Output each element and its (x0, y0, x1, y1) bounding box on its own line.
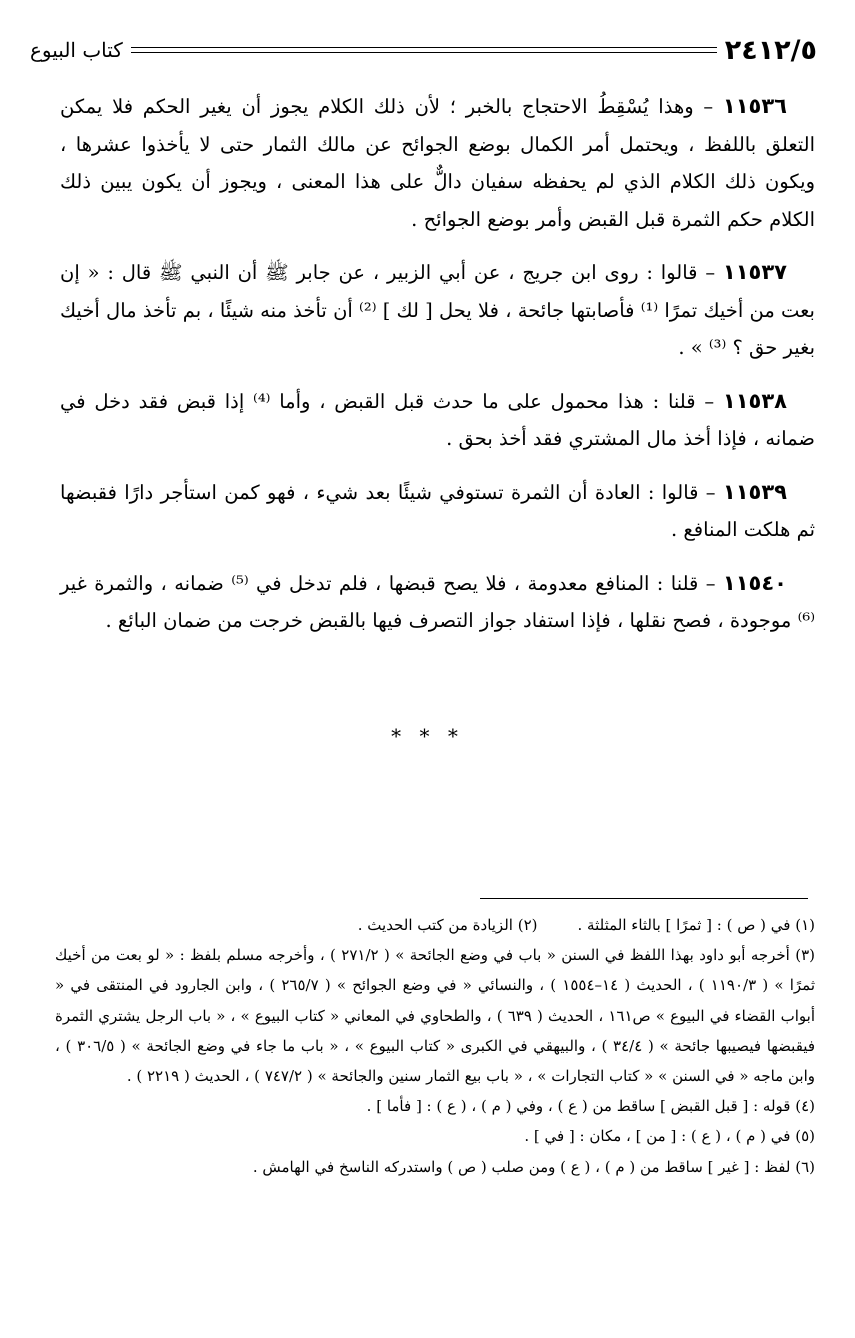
paragraph-text: – قالوا : روى ابن جريج ، عن أبي الزبير ، عن جابر ﷺ أن النبي ﷺ قال : « إن بعت من أخيك تمرًا ⁽¹⁾ فأصابتها جائحة ، فلا يحل [ لك ] ⁽²⁾ أن تأخذ منه شيئًا ، بم تأخذ مال أخيك بغير حق ؟ ⁽³⁾ » . (60, 261, 815, 359)
paragraph-text: – قلنا : المنافع معدومة ، فلا يصح قبضها ، فلم تدخل في ⁽⁵⁾ ضمانه ، والثمرة غير ⁽⁶⁾ موجودة ، فصح نقلها ، فإذا استفاد جواز التصرف فيها بالقبض خرجت من ضمان البائع . (60, 571, 815, 632)
paragraph (60, 565, 815, 640)
footnote-4: (٤) قوله : [ قبل القبض ] ساقط من ( ع ) ، وفي ( م ) ، ( ع ) : [ فأما ] . (366, 1097, 815, 1116)
page-header (30, 28, 817, 72)
paragraph-text: – وهذا يُسْقِطُ الاحتجاج بالخبر ؛ لأن ذلك الكلام يجوز أن يغير الحكم فلا يمكن التعلق باللفظ ، ويحتمل أمر الكمال بوضع الجوائح عن مالك الثمار حتى لا يأخذوا عشرها ، ويكون ذلك الكلام الذي لم يحفظه سفيان دالٌّ على هذا المعنى ، ويجوز أن يكون يبين ذلك الكلام حكم الثمرة قبل القبض وأمر بوضع الجوائح . (60, 95, 815, 231)
paragraph-number: ١١٥٤٠ (722, 570, 787, 595)
paragraph-text: – قلنا : هذا محمول على ما حدث قبل القبض ، وأما ⁽⁴⁾ إذا قبض فقد دخل في ضمانه ، فإذا أخذ مال المشتري فقد أخذ بحق . (60, 389, 815, 450)
footnote-5: (٥) في ( م ) ، ( ع ) : [ من ] ، مكان : [ في ] . (524, 1127, 815, 1146)
main-text (60, 88, 815, 656)
paragraph (60, 88, 815, 238)
footnotes (55, 910, 815, 1182)
header-rule (131, 47, 717, 53)
paragraph-number: ١١٥٣٩ (722, 479, 787, 504)
paragraph-number: ١١٥٣٧ (722, 260, 787, 284)
page-number: ٢٤١٢/٥ (724, 34, 817, 66)
paragraph-number: ١١٥٣٦ (722, 94, 787, 118)
footnote-6: (٦) لفظ : [ غير ] ساقط من ( م ) ، ( ع ) ومن صلب ( ص ) واستدركه الناسخ في الهامش . (252, 1157, 815, 1176)
book-title: كتاب البيوع (30, 38, 123, 62)
footnote-1: (١) في ( ص ) : [ ثمرًا ] بالثاء المثلثة . (577, 916, 815, 934)
paragraph (60, 383, 815, 458)
paragraph-number: ١١٥٣٨ (722, 388, 787, 413)
footnote-2: (٢) الزيادة من كتب الحديث . (357, 916, 538, 934)
footnote-3: (٣) أخرجه أبو داود بهذا اللفظ في السنن « باب في وضع الجائحة » ( ٢٧١/٢ ) ، وأخرجه مسلم بلفظ : « لو بعت من أخيك ثمرًا » ( ١١٩٠/٣ ) ، الحديث ( ١٤–١٥٥٤ ) ، والنسائي « في وضع الجوائح » ( ٢٦٥/٧ ) ، وابن الجارود في المنتقى في « أبواب القضاء في البيوع » ص١٦١ ، الحديث ( ٦٣٩ ) ، والطحاوي في المعاني « كتاب البيوع » ، « باب الرجل يشتري الثمرة فيقبضها فيصيبها جائحة » ( ٣٤/٤ ) ، والبيهقي في الكبرى « كتاب البيوع » ، « باب ما جاء في وضع الجائحة » ( ٣٠٦/٥ ) ، وابن ماجه « في السنن » « كتاب التجارات » ، « باب بيع الثمار سنين والجائحة » ( ٧٤٧/٢ ) ، الحديث ( ٢٢١٩ ) . (55, 946, 816, 1086)
section-separator: * * * (391, 724, 464, 748)
footnote-rule (480, 898, 808, 899)
paragraph (60, 474, 815, 549)
footnote-row (55, 910, 815, 940)
paragraph (60, 254, 815, 367)
paragraph-text: – قالوا : العادة أن الثمرة تستوفي شيئًا بعد شيء ، فهو كمن استأجر دارًا فقبضها ثم هلكت المنافع . (60, 480, 815, 541)
